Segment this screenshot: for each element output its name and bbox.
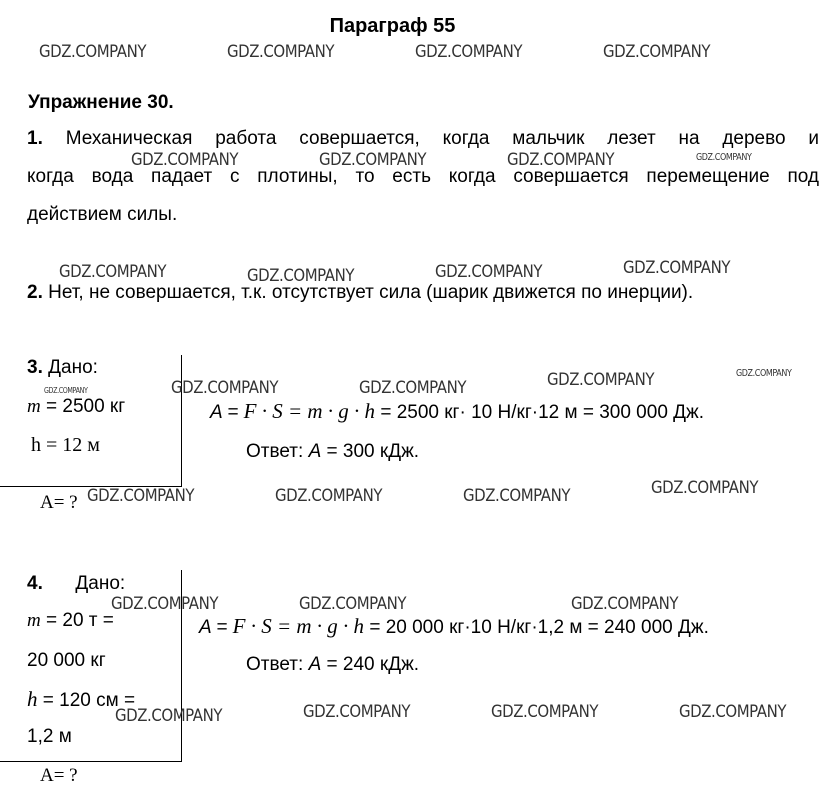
item3-mass — [27, 396, 125, 418]
watermark: GDZ.COMPANY — [171, 378, 279, 398]
item3-height-text: h = 12 м — [31, 434, 100, 456]
item4-formula-lhs: A = — [199, 617, 233, 638]
watermark: GDZ.COMPANY — [435, 262, 543, 282]
item3-given-vline — [181, 355, 182, 486]
item4-number: 4. — [27, 573, 43, 594]
watermark: GDZ.COMPANY — [303, 702, 411, 722]
item4-height-val2: 1,2 м — [27, 726, 72, 747]
item3-answer-prefix: Ответ: — [246, 441, 309, 462]
exercise-heading: Упражнение 30. — [28, 92, 174, 113]
item3-answer-rest: = 300 кДж. — [321, 441, 420, 462]
item4-mass-val: = 20 т = — [40, 610, 114, 631]
item4-given-header — [27, 573, 125, 595]
item4-height-val: = 120 см = — [37, 690, 136, 711]
watermark: GDZ.COMPANY — [59, 262, 167, 282]
watermark: GDZ.COMPANY — [623, 258, 731, 278]
item4-mass-var: m — [27, 610, 41, 631]
item1-line3 — [27, 196, 819, 234]
item4-given-hline — [0, 761, 182, 762]
watermark: GDZ.COMPANY — [111, 594, 219, 614]
watermark: GDZ.COMPANY — [547, 370, 655, 390]
item4-formula-rhs: = 20 000 кг·10 Н/кг·1,2 м = 240 000 Дж. — [364, 617, 709, 638]
item1-text-line3: действием силы. — [27, 204, 178, 225]
item3-find — [40, 492, 78, 514]
watermark: GDZ.COMPANY — [275, 486, 383, 506]
item4-answer-var: A — [308, 654, 322, 675]
item4-answer — [246, 654, 419, 676]
item1-paragraph — [27, 120, 819, 234]
item4-formula — [199, 614, 709, 639]
item3-answer-var: A — [308, 441, 322, 462]
item4-find — [40, 765, 78, 787]
item1-text-line2: когда вода падает с плотины, то есть когда совершается перемещение под — [27, 166, 819, 187]
item4-height-converted — [27, 726, 72, 748]
page-title: Параграф 55 — [329, 15, 456, 37]
watermark: GDZ.COMPANY — [491, 702, 599, 722]
watermark: GDZ.COMPANY — [415, 42, 523, 62]
watermark: GDZ.COMPANY — [696, 152, 752, 163]
item2-text: Нет, не совершается, т.к. отсутствует сила (шарик движется по инерции). — [48, 282, 694, 303]
item4-find-text: A= ? — [40, 765, 78, 786]
item3-number: 3. — [27, 357, 43, 378]
item1-text-line1: Механическая работа совершается, когда мальчик лезет на дерево и — [65, 128, 819, 149]
item3-answer — [246, 441, 419, 463]
watermark: GDZ.COMPANY — [115, 706, 223, 726]
item3-given-header — [27, 357, 98, 379]
item3-formula-mid: F · S = m · g · h — [243, 399, 376, 423]
item4-answer-prefix: Ответ: — [246, 654, 309, 675]
item4-answer-rest: = 240 кДж. — [321, 654, 420, 675]
watermark: GDZ.COMPANY — [319, 150, 427, 170]
watermark: GDZ.COMPANY — [299, 594, 407, 614]
item4-mass-converted — [27, 650, 106, 672]
watermark: GDZ.COMPANY — [87, 486, 195, 506]
watermark: GDZ.COMPANY — [44, 386, 88, 395]
item4-given-label: Дано: — [75, 573, 126, 594]
item3-formula — [210, 399, 704, 424]
item3-formula-rhs: = 2500 кг· 10 Н/кг·12 м = 300 000 Дж. — [375, 402, 705, 423]
item3-formula-lhs: A = — [210, 402, 244, 423]
item3-given-label: Дано: — [48, 357, 98, 378]
watermark: GDZ.COMPANY — [603, 42, 711, 62]
item3-find-text: A= ? — [40, 492, 78, 513]
item3-height — [31, 434, 100, 457]
watermark: GDZ.COMPANY — [227, 42, 335, 62]
watermark: GDZ.COMPANY — [651, 478, 759, 498]
item4-formula-mid: F · S = m · g · h — [232, 614, 365, 638]
item2-number: 2. — [27, 282, 43, 303]
watermark: GDZ.COMPANY — [247, 266, 355, 286]
item4-mass — [27, 610, 114, 632]
item3-mass-val: = 2500 кг — [40, 396, 126, 417]
watermark: GDZ.COMPANY — [679, 702, 787, 722]
item3-mass-var: m — [27, 396, 41, 417]
item4-height-var: h — [27, 687, 38, 711]
watermark: GDZ.COMPANY — [507, 150, 615, 170]
watermark: GDZ.COMPANY — [39, 42, 147, 62]
watermark: GDZ.COMPANY — [736, 368, 792, 379]
watermark: GDZ.COMPANY — [359, 378, 467, 398]
item1-number: 1. — [27, 128, 43, 149]
watermark: GDZ.COMPANY — [463, 486, 571, 506]
watermark: GDZ.COMPANY — [131, 150, 239, 170]
item4-mass-val2: 20 000 кг — [27, 650, 106, 671]
watermark: GDZ.COMPANY — [571, 594, 679, 614]
